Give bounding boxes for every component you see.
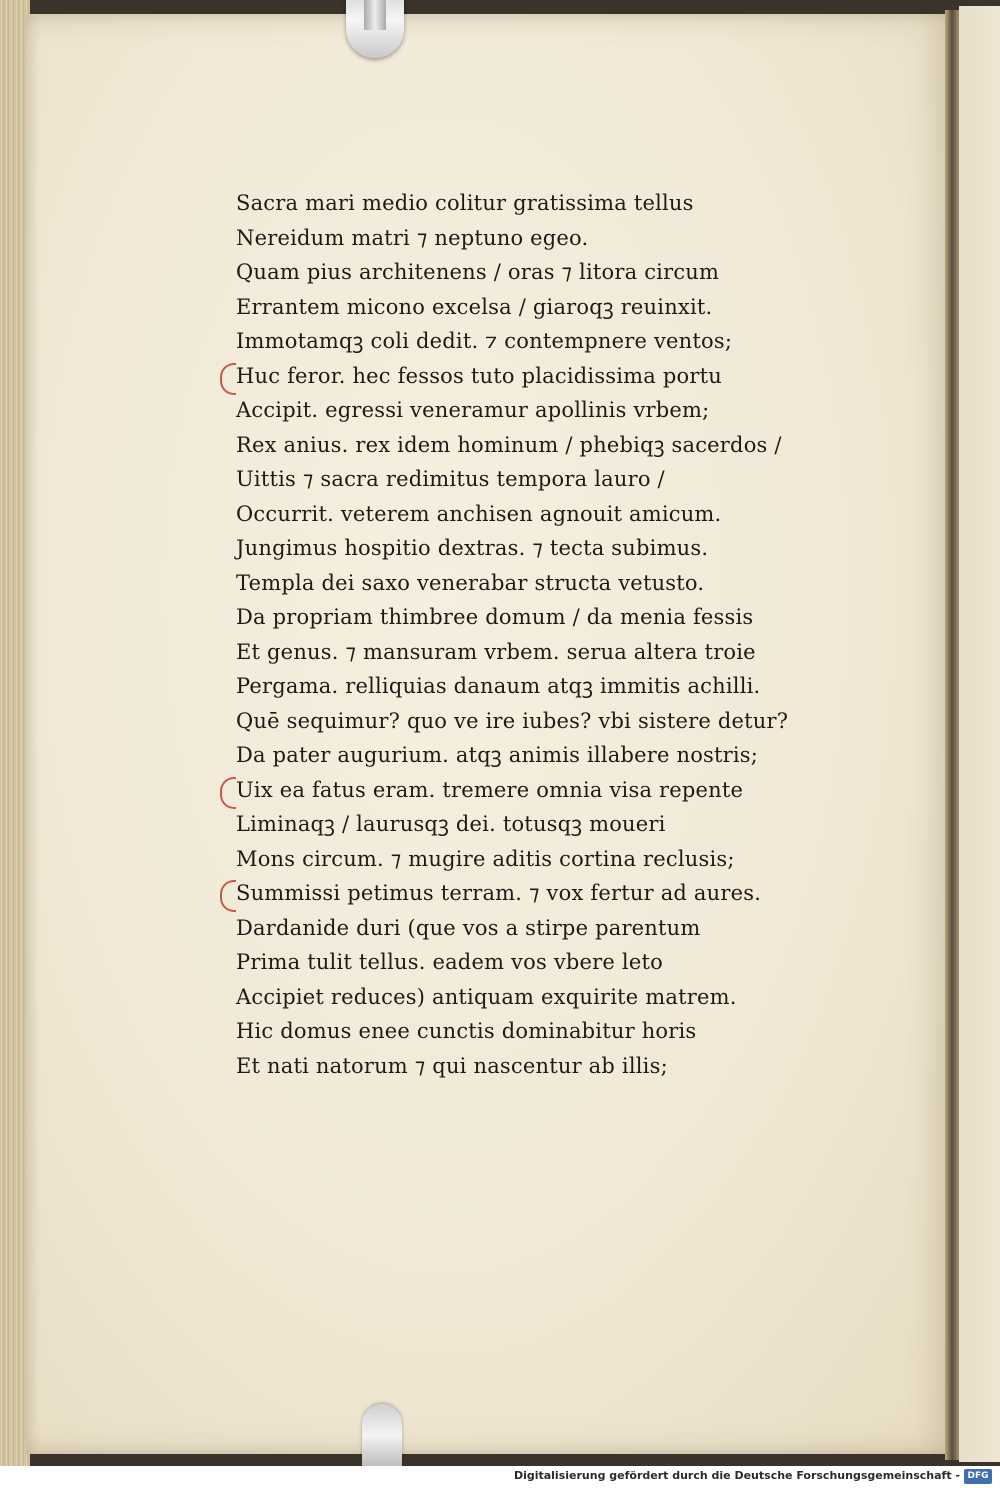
verse-line-text: Prima tulit tellus. eadem vos vbere leto (236, 950, 663, 974)
verse-line-text: Et nati natorum ⁊ qui nascentur ab illis; (236, 1053, 668, 1078)
verse-line (236, 1049, 836, 1084)
verse-line (236, 393, 836, 428)
verse-line-text: Uix ea fatus eram. tremere omnia visa repente (236, 777, 744, 802)
verse-line-text: Uittis ⁊ sacra redimitus tempora lauro / (236, 467, 665, 491)
dfg-logo: DFG (964, 1469, 992, 1484)
verse-line (236, 1014, 836, 1049)
verse-line-text: Mons circum. ⁊ mugire aditis cortina reclusis; (236, 846, 735, 871)
verse-text-block (236, 186, 836, 1083)
facing-page-edge (959, 6, 1000, 1462)
verse-line-text: Jungimus hospitio dextras. ⁊ tecta subimus. (236, 536, 709, 560)
verse-line (236, 911, 836, 946)
verse-line-text: Rex anius. rex idem hominum / phebiqꝫ sacerdos / (236, 432, 782, 457)
verse-line (236, 738, 836, 773)
verse-line-text: Quam pius architenens / oras ⁊ litora circum (236, 260, 720, 284)
verse-line (236, 324, 836, 359)
verse-line-text: Quē sequimur? quo ve ire iubes? vbi sistere detur? (236, 708, 789, 733)
verse-line-text: Et genus. ⁊ mansuram vrbem. serua altera troie (236, 639, 756, 664)
verse-line-text: Liminaqꝫ / laurusqꝫ dei. totusqꝫ moueri (236, 812, 666, 836)
verse-line (236, 359, 836, 394)
rubric-paragraph-mark (220, 777, 236, 809)
verse-line-text: Hic domus enee cunctis dominabitur horis (236, 1019, 697, 1043)
digitization-footer (0, 1466, 1000, 1488)
verse-line-text: Sacra mari medio colitur gratissima tellus (236, 191, 694, 215)
verse-line (236, 600, 836, 635)
verse-line-text: Accipiet reduces) antiquam exquirite matrem. (236, 984, 737, 1009)
verse-line-text: Occurrit. veterem anchisen agnouit amicum. (236, 501, 722, 526)
verse-line (236, 186, 836, 221)
verse-line (236, 221, 836, 256)
verse-line (236, 842, 836, 877)
verse-line-text: Da pater augurium. atqꝫ animis illabere nostris; (236, 743, 759, 767)
verse-line (236, 290, 836, 325)
verse-line (236, 773, 836, 808)
verse-line (236, 980, 836, 1015)
verse-line-text: Nereidum matri ⁊ neptuno egeo. (236, 225, 589, 250)
verse-line-text: Dardanide duri (que vos a stirpe parentum (236, 915, 701, 940)
verse-line-text: Templa dei saxo venerabar structa vetusto. (236, 570, 705, 595)
verse-line-text: Immotamqꝫ coli dedit. ⁊ contempnere ventos; (236, 329, 733, 353)
verse-line (236, 462, 836, 497)
verse-line (236, 531, 836, 566)
rubric-paragraph-mark (220, 363, 236, 395)
verse-line-text: Errantem micono excelsa / giaroqꝫ reuinxit. (236, 294, 713, 319)
verse-line (236, 566, 836, 601)
bottom-clamp (362, 1404, 402, 1466)
verse-line (236, 704, 836, 739)
verse-line (236, 255, 836, 290)
footer-credit: Digitalisierung gefördert durch die Deutsche Forschungsgemeinschaft - (513, 1469, 960, 1482)
verse-line (236, 945, 836, 980)
verse-line (236, 669, 836, 704)
verse-line (236, 807, 836, 842)
verse-line-text: Pergama. relliquias danaum atqꝫ immitis achilli. (236, 674, 761, 698)
verse-line (236, 635, 836, 670)
verse-line (236, 876, 836, 911)
verse-line (236, 497, 836, 532)
verse-line-text: Da propriam thimbree domum / da menia fessis (236, 605, 754, 629)
verse-line-text: Accipit. egressi veneramur apollinis vrbem; (236, 398, 710, 422)
verse-line-text: Summissi petimus terram. ⁊ vox fertur ad aures. (236, 881, 762, 905)
top-clamp (346, 0, 404, 58)
verse-line-text: Huc feror. hec fessos tuto placidissima portu (236, 363, 722, 388)
book-gutter (945, 10, 959, 1460)
verse-line (236, 428, 836, 463)
